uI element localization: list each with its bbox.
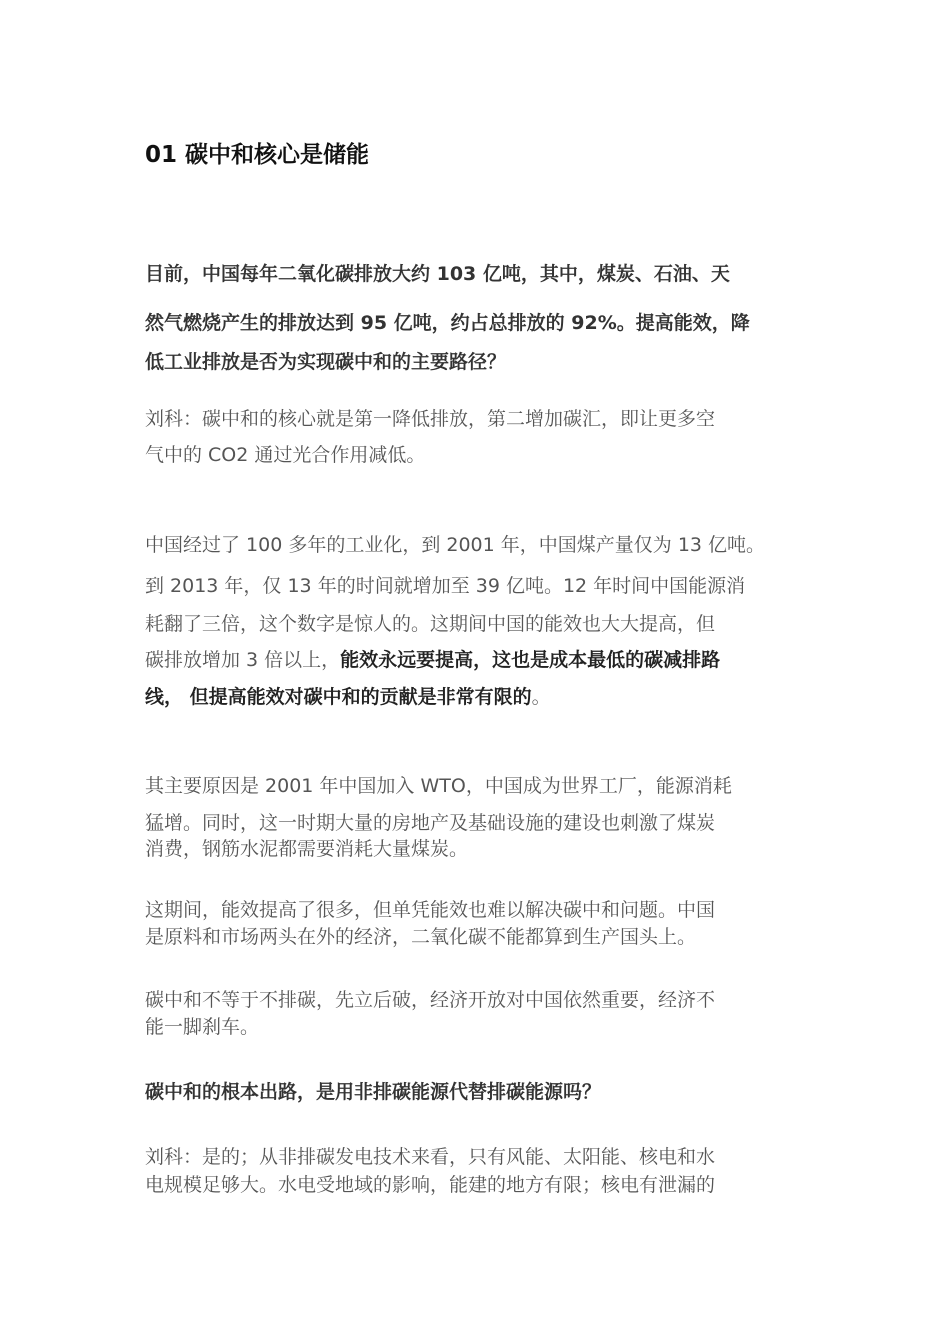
paragraph-2-line-4-normal: 碳排放增加 3 倍以上， <box>145 649 341 671</box>
paragraph-3-line-3: 消费，钢筋水泥都需要消耗大量煤炭。 <box>145 838 469 860</box>
paragraph-4-line-2: 是原料和市场两头在外的经济，二氧化碳不能都算到生产国头上。 <box>145 926 697 948</box>
answer-2 <box>145 1143 715 1199</box>
paragraph-2-line-2: 到 2013 年，仅 13 年的时间就增加至 39 亿吨。12 年时间中国能源消 <box>145 575 746 597</box>
paragraph-3-line-2: 猛增。同时，这一时期大量的房地产及基础设施的建设也刺激了煤炭 <box>145 812 716 834</box>
answer-2-line-2: 电规模足够大。水电受地域的影响，能建的地方有限；核电有泄漏的 <box>145 1174 716 1196</box>
paragraph-5 <box>145 987 715 1041</box>
paragraph-2-line-5 <box>145 682 765 712</box>
question-1 <box>145 250 750 376</box>
paragraph-4 <box>145 897 715 951</box>
paragraph-3-line-1: 其主要原因是 2001 年中国加入 WTO，中国成为世界工厂，能源消耗 <box>145 775 732 797</box>
answer-1-line-1: 刘科：碳中和的核心就是第一降低排放，第二增加碳汇，即让更多空 <box>145 408 716 430</box>
answer-1 <box>145 401 715 473</box>
paragraph-2-line-1: 中国经过了 100 多年的工业化，到 2001 年，中国煤产量仅为 13 亿吨。 <box>145 534 766 556</box>
section-title: 01 碳中和核心是储能 <box>145 142 370 168</box>
paragraph-5-line-2: 能一脚刹车。 <box>145 1016 260 1038</box>
paragraph-2 <box>145 528 765 712</box>
question-2 <box>145 1078 601 1106</box>
paragraph-2-line-5-end: 。 <box>531 686 551 708</box>
paragraph-5-line-1: 碳中和不等于不排碳，先立后破，经济开放对中国依然重要，经济不 <box>145 989 716 1011</box>
question-1-line-2: 然气燃烧产生的排放达到 95 亿吨，约占总排放的 92%。提高能效，降 <box>145 312 750 334</box>
paragraph-2-line-3: 耗翻了三倍，这个数字是惊人的。这期间中国的能效也大大提高，但 <box>145 613 716 635</box>
answer-2-line-1: 刘科：是的；从非排碳发电技术来看，只有风能、太阳能、核电和水 <box>145 1146 716 1168</box>
paragraph-4-line-1: 这期间，能效提高了很多，但单凭能效也难以解决碳中和问题。中国 <box>145 899 716 921</box>
paragraph-2-line-4 <box>145 638 765 682</box>
paragraph-2-line-5-bold: 线， 但提高能效对碳中和的贡献是非常有限的 <box>145 686 532 708</box>
question-1-line-1: 目前，中国每年二氧化碳排放大约 103 亿吨，其中，煤炭、石油、天 <box>145 263 730 285</box>
paragraph-2-line-4-bold: 能效永远要提高，这也是成本最低的碳减排路 <box>340 649 721 671</box>
question-1-line-3: 低工业排放是否为实现碳中和的主要路径？ <box>145 351 507 373</box>
answer-1-line-2: 气中的 CO2 通过光合作用减低。 <box>145 444 426 466</box>
question-2-line-1: 碳中和的根本出路，是用非排碳能源代替排碳能源吗？ <box>145 1081 602 1103</box>
paragraph-3 <box>145 768 732 860</box>
